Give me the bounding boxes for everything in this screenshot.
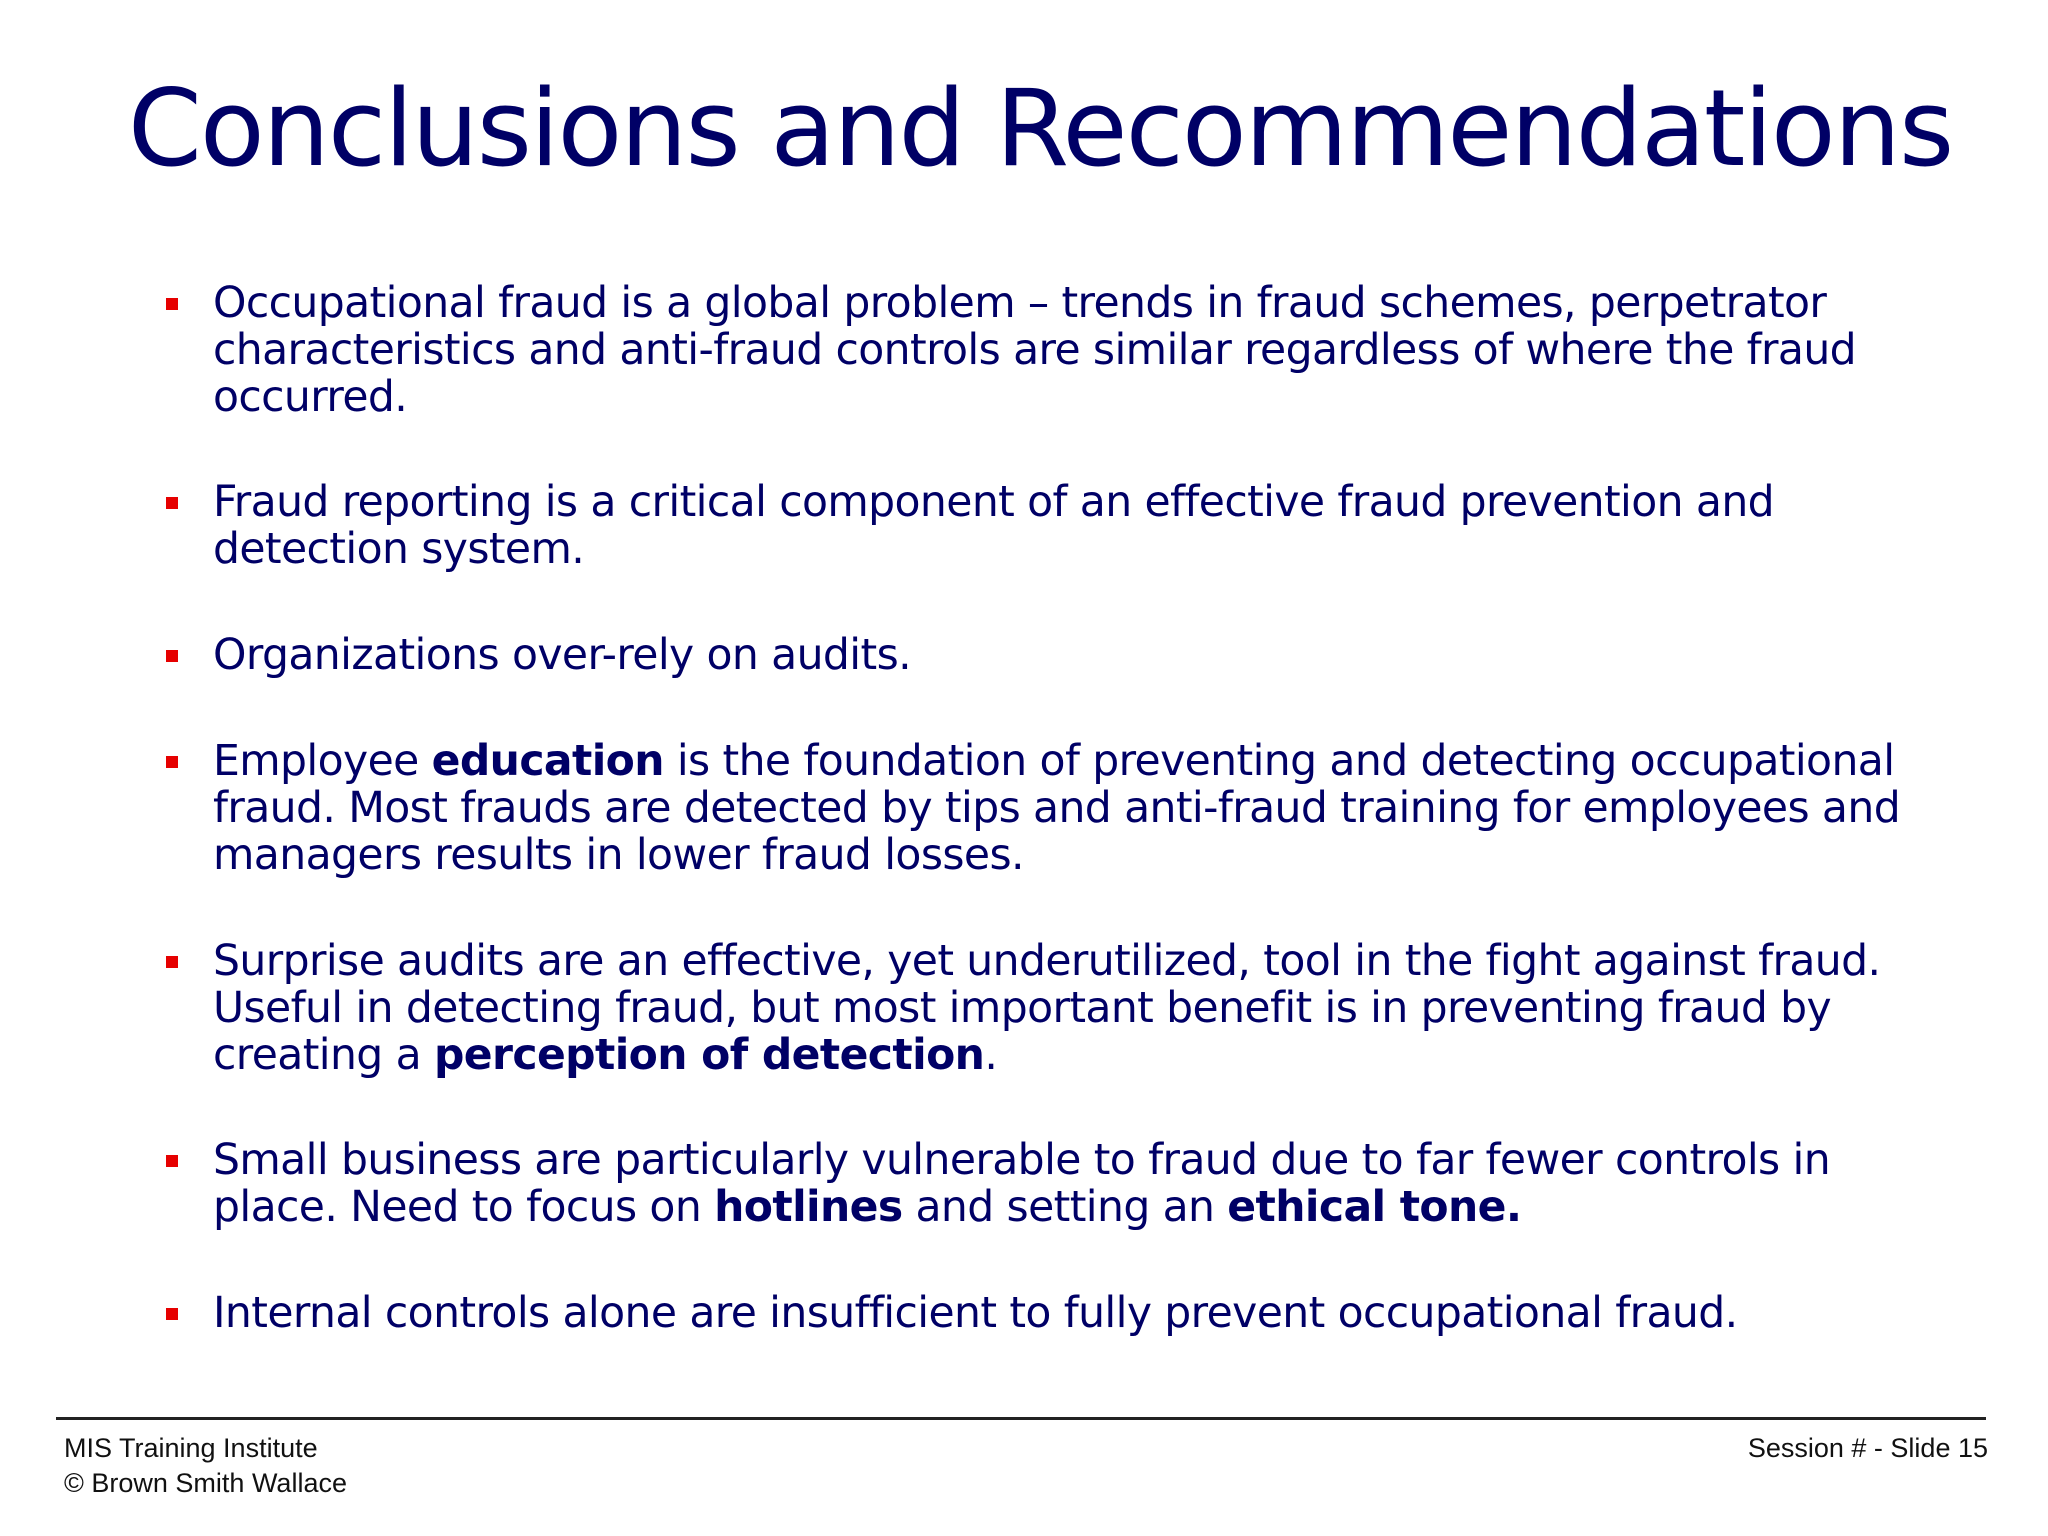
square-bullet-icon	[166, 1308, 178, 1320]
bullet-text-bold: perception of detection	[433, 1031, 985, 1080]
square-bullet-icon	[166, 650, 178, 662]
footer-copyright: © Brown Smith Wallace	[64, 1468, 347, 1498]
bullet-text-run: .	[984, 1031, 998, 1080]
bullet-text	[213, 479, 1960, 573]
bullet-text-run: Employee	[213, 737, 432, 786]
bullet-text	[213, 1290, 1960, 1337]
bullet-item	[160, 632, 1960, 679]
footer-organization: MIS Training Institute	[64, 1433, 318, 1463]
bullet-text-bold: ethical tone.	[1227, 1183, 1522, 1232]
footer-divider	[56, 1417, 1986, 1420]
bullet-item	[160, 479, 1960, 573]
bullet-text-run: Organizations over-rely on audits.	[213, 631, 912, 680]
slide-number: Session # - Slide 15	[1747, 1433, 1988, 1463]
square-bullet-icon	[166, 1155, 178, 1167]
square-bullet-icon	[166, 298, 178, 310]
bullet-item	[160, 1137, 1960, 1231]
bullet-text-run: Fraud reporting is a critical component of an effective fraud prevention and detection system.	[213, 478, 1775, 574]
bullet-text-run: is the foundation of preventing and detecting occupational fraud. Most frauds are detected by tips and anti-fraud training for employees and managers results in lower fraud losses.	[213, 737, 1901, 880]
bullet-text-run: Internal controls alone are insufficient to fully prevent occupational fraud.	[213, 1289, 1738, 1338]
bullet-text-run: Small business are particularly vulnerable to fraud due to far fewer controls in place. Need to focus on	[213, 1136, 1831, 1232]
bullet-item	[160, 1290, 1960, 1337]
bullet-text	[213, 1137, 1960, 1231]
bullet-item	[160, 938, 1960, 1079]
bullet-item	[160, 280, 1960, 421]
bullet-text-run: and setting an	[902, 1183, 1228, 1232]
footer-left	[64, 1431, 347, 1501]
bullet-text-run: Occupational fraud is a global problem – trends in fraud schemes, perpetrator characteristics and anti-fraud controls are similar regardless of where the fraud occurred.	[213, 279, 1857, 422]
bullet-item	[160, 738, 1960, 879]
bullet-text-run: Surprise audits are an effective, yet underutilized, tool in the fight against fraud. Useful in detecting fraud, but most important benefit is in preventing fraud by creating a	[213, 937, 1881, 1080]
square-bullet-icon	[166, 756, 178, 768]
square-bullet-icon	[166, 956, 178, 968]
bullet-text	[213, 632, 1960, 679]
bullet-text-bold: hotlines	[714, 1183, 903, 1232]
slide-title: Conclusions and Recommendations	[127, 67, 1953, 190]
square-bullet-icon	[166, 497, 178, 509]
bullet-text	[213, 738, 1960, 879]
bullet-text	[213, 280, 1960, 421]
bullet-text	[213, 938, 1960, 1079]
bullet-text-bold: education	[431, 737, 664, 786]
